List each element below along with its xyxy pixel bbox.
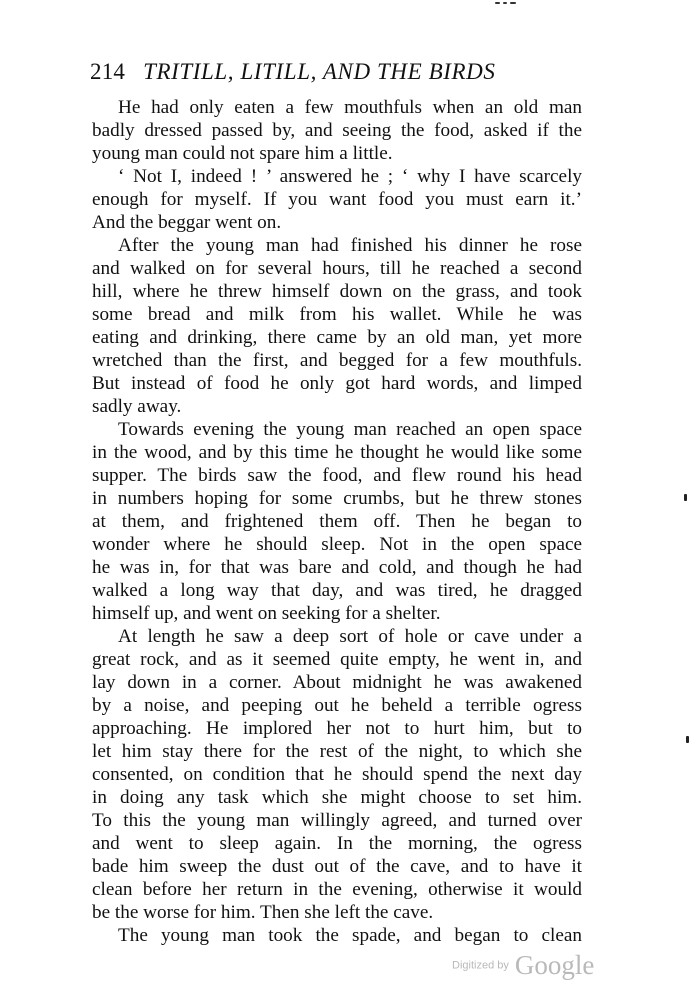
text-line: Towards evening the young man reached an open space [118, 419, 582, 440]
text-line: At length he saw a deep sort of hole or cave under a [118, 626, 582, 647]
body-text [92, 96, 582, 947]
margin-mark [686, 736, 689, 743]
text-line: walked a long way that day, and was tired, he dragged [92, 580, 582, 601]
page-header [90, 58, 590, 86]
text-line: badly dressed passed by, and seeing the food, asked if the [92, 120, 582, 141]
page-number: 214 [90, 59, 126, 84]
text-line: ‘ Not I, indeed ! ’ answered he ; ‘ why I have scarcely [118, 166, 582, 187]
text-line: be the worse for him. Then she left the cave. [92, 902, 434, 923]
text-line: lay down in a corner. About midnight he was awakened [92, 672, 582, 693]
text-line: clean before her return in the evening, otherwise it would [92, 879, 582, 900]
text-line: in the wood, and by this time he thought he would like some [92, 442, 582, 463]
text-line: hill, where he threw himself down on the grass, and took [92, 281, 582, 302]
text-line: sadly away. [92, 396, 182, 417]
text-line: bade him sweep the dust out of the cave, and to have it [92, 856, 582, 877]
text-line: approaching. He implored her not to hurt him, but to [92, 718, 582, 739]
text-line: supper. The birds saw the food, and flew round his head [92, 465, 582, 486]
text-line: consented, on condition that he should spend the next day [92, 764, 582, 785]
text-line: by a noise, and peeping out he beheld a terrible ogress [92, 695, 582, 716]
text-line: himself up, and went on seeking for a shelter. [92, 603, 441, 624]
text-line: And the beggar went on. [92, 212, 282, 233]
text-line: But instead of food he only got hard words, and limped [92, 373, 582, 394]
running-title: TRITILL, LITILL, AND THE BIRDS [143, 59, 496, 84]
text-line: enough for myself. If you want food you must earn it.’ [92, 189, 582, 210]
text-line: in doing any task which she might choose to set him. [92, 787, 582, 808]
text-line: He had only eaten a few mouthfuls when an old man [118, 97, 582, 118]
text-line: he was in, for that was bare and cold, and though he had [92, 557, 582, 578]
text-line: The young man took the spade, and began to clean [118, 925, 582, 946]
margin-mark [684, 494, 687, 501]
text-line: and went to sleep again. In the morning, the ogress [92, 833, 582, 854]
watermark-brand: Google [514, 950, 595, 980]
text-line: at them, and frightened them off. Then he began to [92, 511, 582, 532]
text-line: wretched than the first, and begged for a few mouthfuls. [92, 350, 582, 371]
text-line: and walked on for several hours, till he reached a second [92, 258, 582, 279]
text-line: some bread and milk from his wallet. While he was [92, 304, 582, 325]
text-line: young man could not spare him a little. [92, 143, 393, 164]
watermark-prefix: Digitized by [452, 959, 509, 972]
text-line: To this the young man willingly agreed, and turned over [92, 810, 582, 831]
text-line: eating and drinking, there came by an old man, yet more [92, 327, 582, 348]
text-line: wonder where he should sleep. Not in the open space [92, 534, 582, 555]
digitized-watermark [452, 950, 622, 984]
text-line: in numbers hoping for some crumbs, but he threw stones [92, 488, 582, 509]
scan-smudge [495, 0, 525, 6]
text-line: great rock, and as it seemed quite empty, he went in, and [92, 649, 582, 670]
text-line: After the young man had finished his dinner he rose [118, 235, 582, 256]
text-line: let him stay there for the rest of the night, to which she [92, 741, 582, 762]
